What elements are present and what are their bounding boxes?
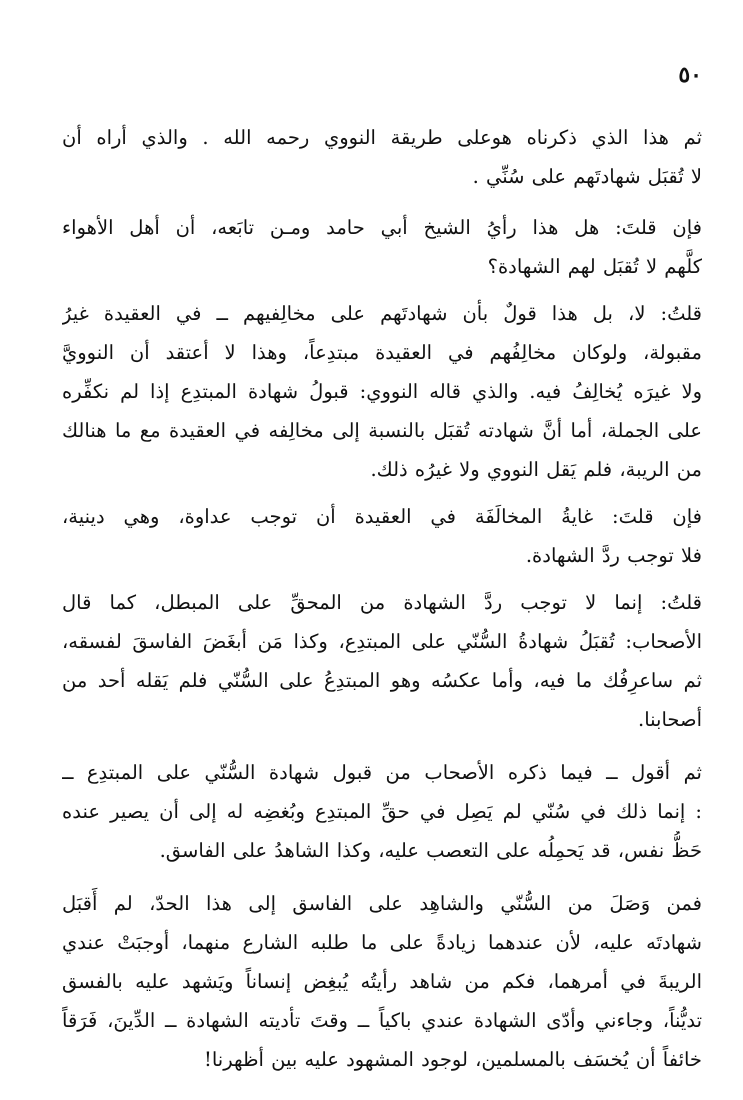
text-line: الريبةَ في أمرهما، فكم من شاهد رأيتُه يُبغِض إنساناً ويَشهد عليه بالفسق [62, 970, 702, 993]
book-page [62, 0, 702, 1100]
text-line: ثم هذا الذي ذكرناه هوعلى طريقة النووي رحمه الله . والذي أراه أن [62, 126, 702, 149]
text-line: حَظُّ نفس، قد يَحمِلُه على التعصب عليه، وكذا الشاهدُ على الفاسق. [159, 839, 702, 862]
paragraph [62, 583, 702, 739]
text-line: تديُّناً، وجاءني وأدّى الشهادة عندي باكياً ــ وقتَ تأديته الشهادة ــ الدِّينَ، فَرَقاً [62, 1009, 702, 1032]
paragraph [62, 497, 702, 575]
body-text [62, 118, 702, 1089]
paragraph [62, 884, 702, 1079]
page-number: ٥٠ [678, 62, 702, 88]
text-line: قلتُ: لا، بل هذا قولٌ بأن شهادتَهم على مخالِفيهم ــ في العقيدة غيرُ [62, 302, 702, 325]
text-line: فمن وَصَلَ من السُّنّي والشاهِد على الفاسق إلى هذا الحدّ، لم أَقبَل [62, 892, 702, 915]
text-line: فلا توجب ردَّ الشهادة. [525, 544, 702, 567]
text-line: : إنما ذلك في سُنّي لم يَصِل في حقِّ المبتدِع وبُغضِه له إلى أن يصير عنده [62, 800, 702, 823]
text-line: لا تُقبَل شهادتَهم على سُنِّي . [472, 165, 702, 188]
text-line: قلتُ: إنما لا توجب ردَّ الشهادة من المحقِّ على المبطل، كما قال [62, 591, 702, 614]
text-line: فإن قلتَ: غايةُ المخالَفَة في العقيدة أن توجب عداوة، وهي دينية، [62, 505, 702, 528]
text-line: فإن قلتَ: هل هذا رأيُ الشيخ أبي حامد ومـن تابَعه، أن أهل الأهواء [62, 216, 702, 239]
paragraph [62, 208, 702, 286]
text-line: خائفاً أن يُخسَف بالمسلمين، لوجود المشهود عليه بين أظهرنا! [204, 1048, 702, 1071]
text-line: ولا غيرَه يُخالِفُ فيه. والذي قاله النووي: قبولُ شهادة المبتدِع إذا لم نكفِّره [62, 380, 702, 403]
text-line: من الريبة، فلم يَقل النووي ولا غيرُه ذلك. [370, 458, 702, 481]
text-line: كلَّهم لا تُقبَل لهم الشهادة؟ [487, 255, 702, 278]
text-line: ثم ساعرِفُك ما فيه، وأما عكسُه وهو المبتدِعُ على السُّنّي فلم يَقله أحد من [62, 669, 702, 692]
paragraph [62, 753, 702, 870]
paragraph [62, 294, 702, 489]
text-line: مقبولة، ولوكان مخالِفُهم في العقيدة مبتدِعاً، وهذا لا أعتقد أن النوويَّ [62, 341, 702, 364]
paragraph [62, 118, 702, 196]
text-line: ثم أقول ــ فيما ذكره الأصحاب من قبول شهادة السُّنّي على المبتدِع ــ [62, 761, 702, 784]
text-line: شهادتَه عليه، لأن عندهما زيادةً على ما طلبه الشارع منهما، أوجبَتْ عندي [62, 931, 702, 954]
text-line: الأصحاب: تُقبَلُ شهادةُ السُّنّي على المبتدِع، وكذا مَن أبغَضَ الفاسقَ لفسقه، [62, 630, 702, 653]
text-line: على الجملة، أما أنَّ شهادته تُقبَل بالنسبة إلى مخالِفه في العقيدة مع ما هنالك [62, 419, 702, 442]
text-line: أصحابنا. [638, 708, 702, 731]
